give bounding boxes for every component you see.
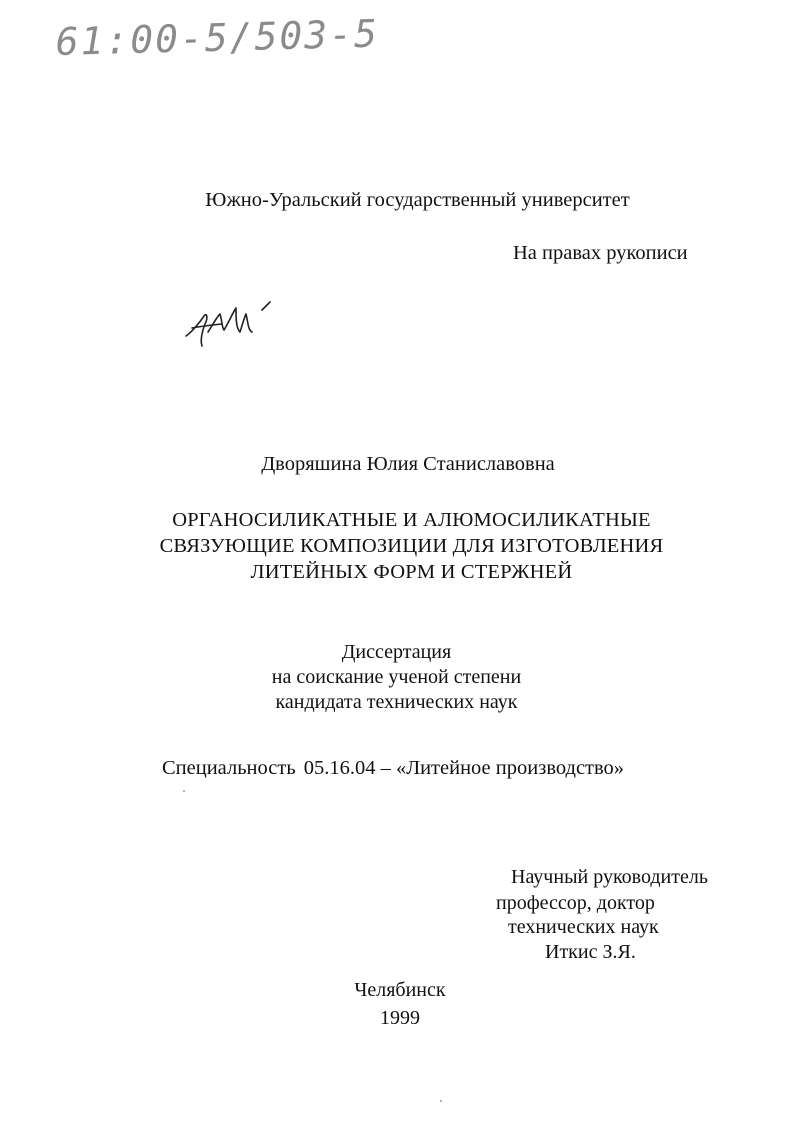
specialty-label: Специальность (162, 757, 296, 779)
place-and-year (0, 976, 793, 1032)
supervisor-title: профессор, доктор (496, 892, 655, 914)
library-stamp: 61:00-5/503-5 (55, 11, 380, 64)
city: Челябинск (354, 979, 446, 1001)
supervisor-name: Иткис З.Я. (545, 941, 636, 963)
dissertation-title (0, 507, 793, 585)
university-name: Южно-Уральский государственный университет (205, 189, 630, 211)
dissertation-line: на соискание ученой степени (271, 666, 522, 688)
specialty-code: 05.16.04 – «Литейное производство» (303, 757, 625, 779)
dissertation-type (0, 640, 793, 715)
specialty (162, 756, 624, 780)
scan-speck (440, 1100, 442, 1102)
title-line: СВЯЗУЮЩИЕ КОМПОЗИЦИИ ДЛЯ ИЗГОТОВЛЕНИЯ (159, 535, 664, 557)
scan-speck (183, 790, 185, 792)
title-line: ЛИТЕЙНЫХ ФОРМ И СТЕРЖНЕЙ (250, 561, 573, 583)
rights-note: На правах рукописи (513, 242, 688, 264)
dissertation-line: кандидата технических наук (275, 691, 518, 713)
supervisor-degree: технических наук (508, 916, 659, 938)
author-name: Дворяшина Юлия Станиславовна (261, 453, 555, 475)
dissertation-line: Диссертация (341, 641, 452, 663)
year: 1999 (380, 1007, 420, 1029)
title-line: ОРГАНОСИЛИКАТНЫЕ И АЛЮМОСИЛИКАТНЫЕ (172, 509, 651, 531)
supervisor-role: Научный руководитель (511, 866, 708, 888)
handwritten-signature (178, 292, 288, 352)
